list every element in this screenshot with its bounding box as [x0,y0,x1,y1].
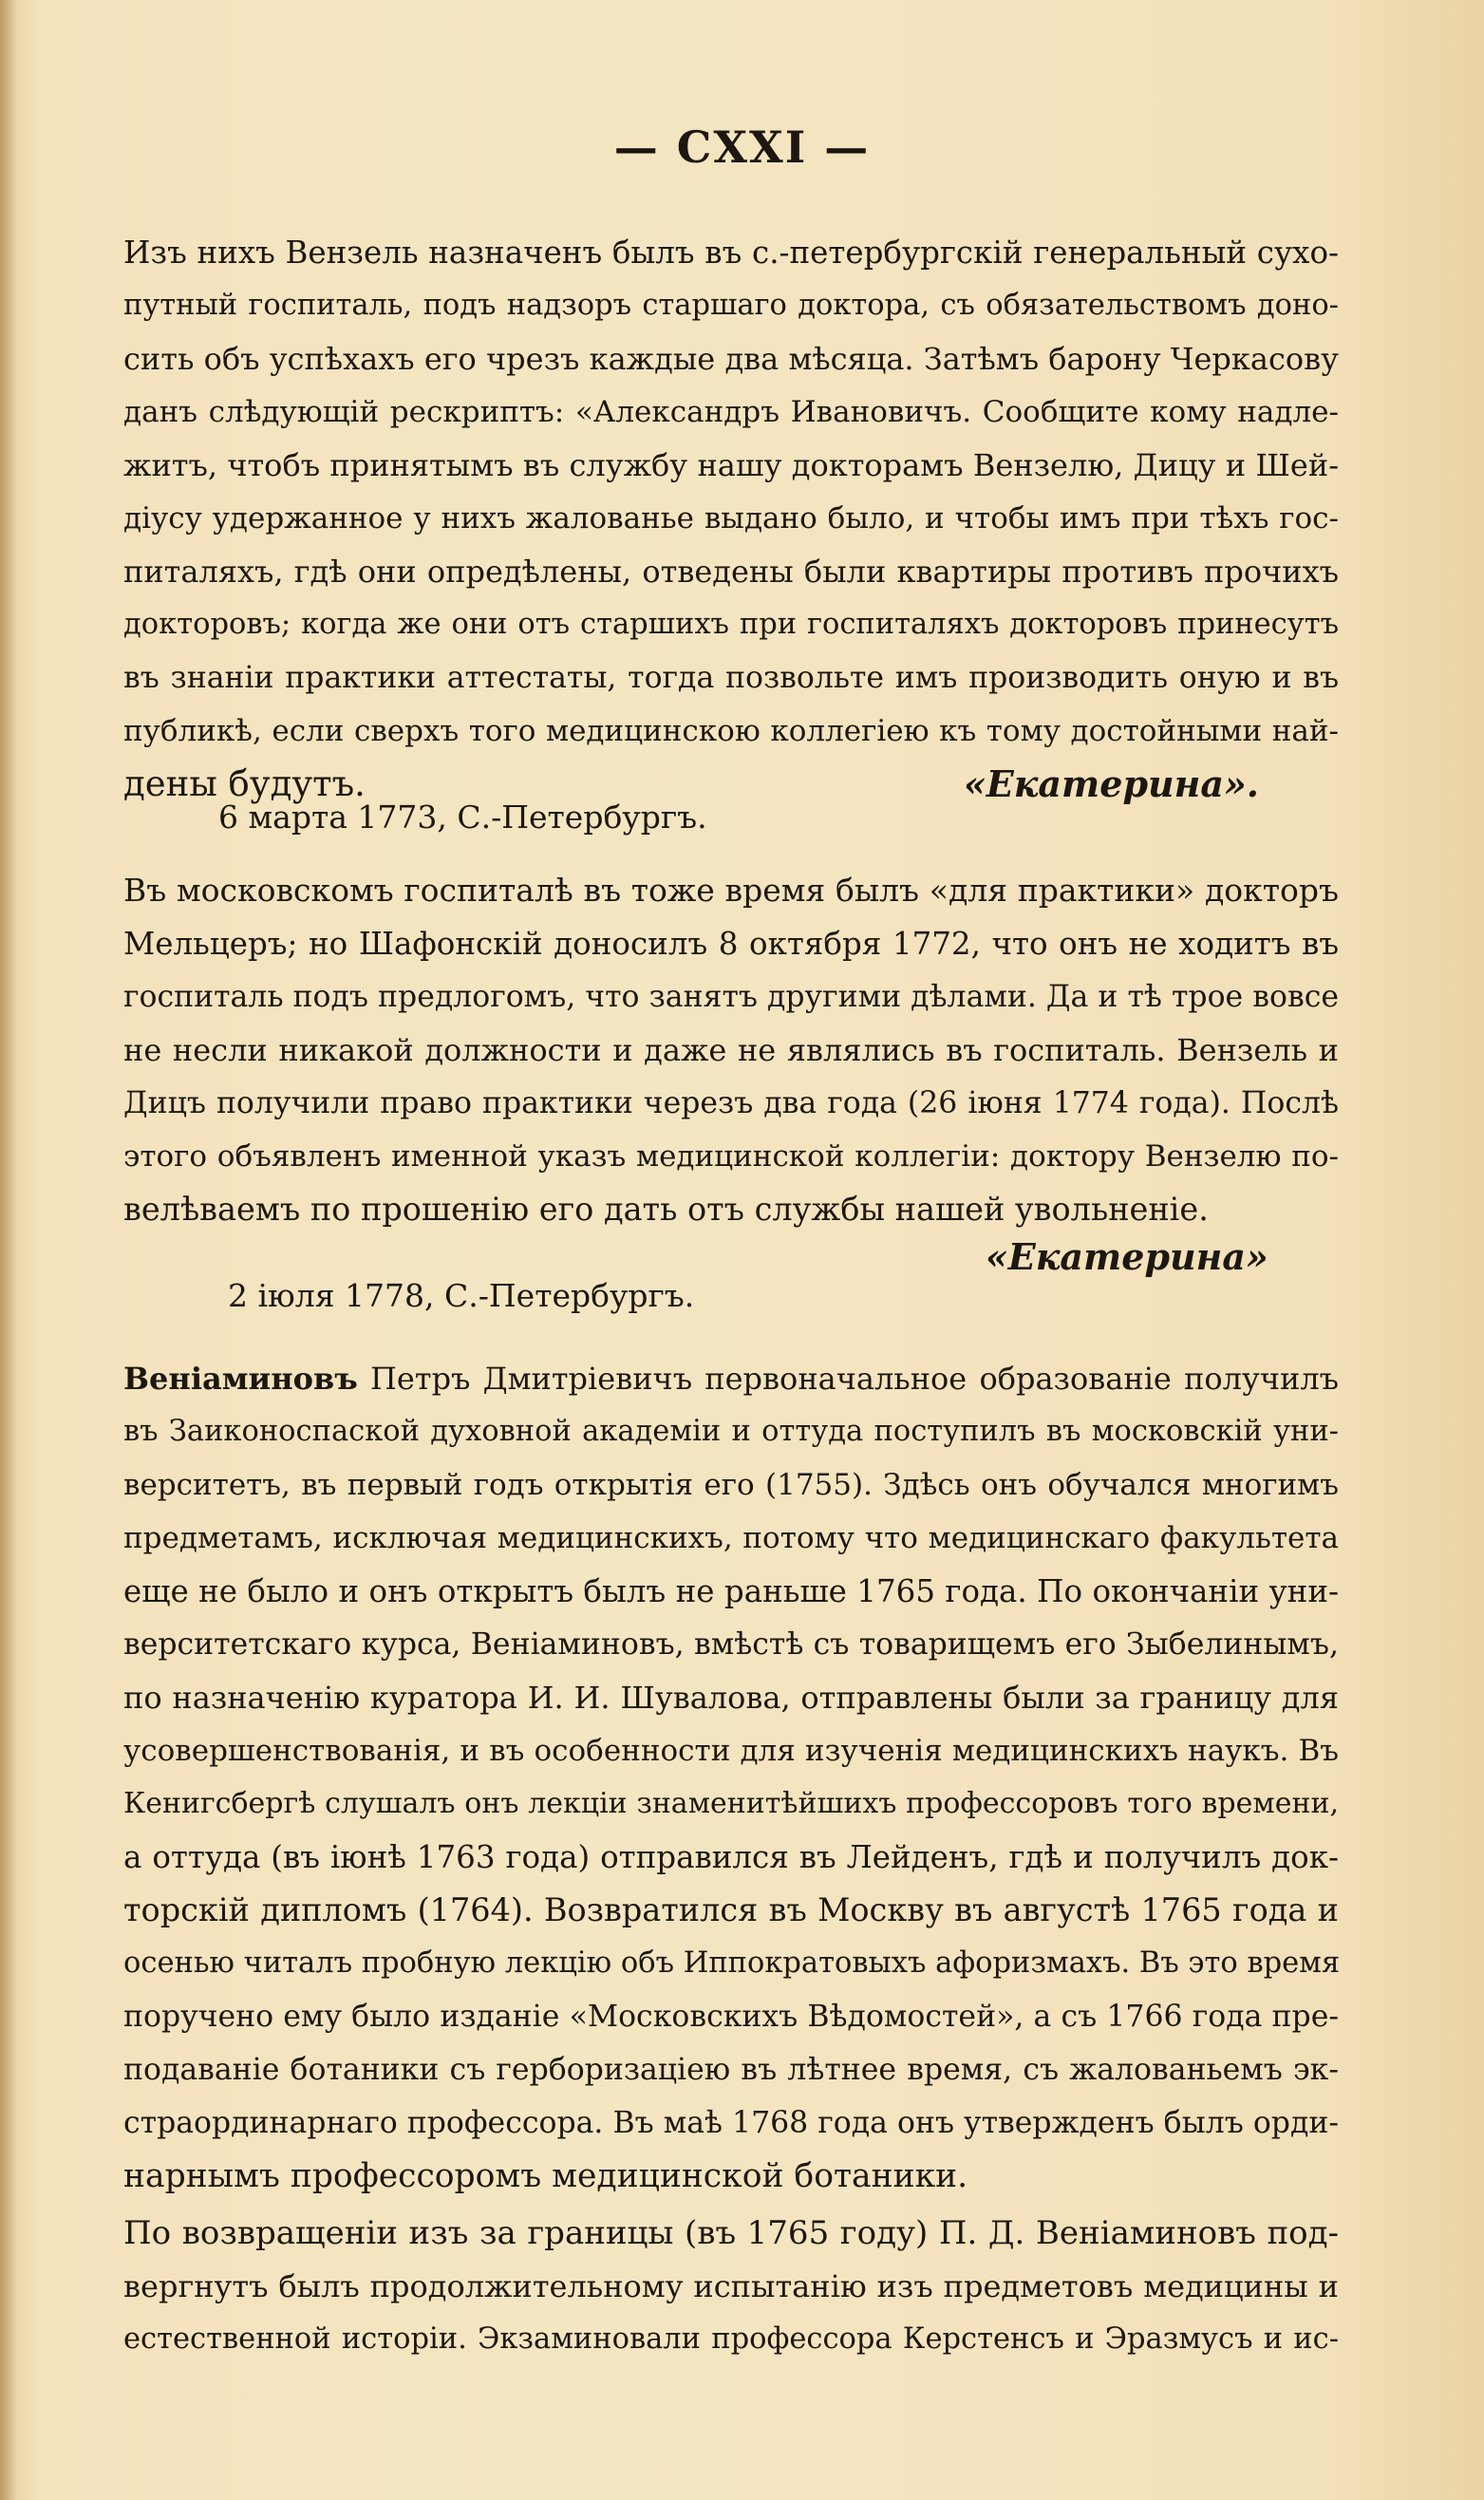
text-line: верситетъ, въ первый годъ открытія его (1755). Здѣсь онъ обучался многимъ [123,1468,1339,1502]
text-line: этого объявленъ именной указъ медицинской коллегіи: доктору Вензелю по- [123,1139,1339,1174]
text-line: верситетскаго курса, Веніаминовъ, вмѣстѣ съ товарищемъ его Зыбелинымъ, [123,1627,1339,1662]
text-line: торскій дипломъ (1764). Возвратился въ Москву въ августѣ 1765 года и [123,1891,1339,1928]
text-line: а оттуда (въ іюнѣ 1763 года) отправился въ Лейденъ, гдѣ и получилъ док- [123,1839,1339,1875]
text-line: данъ слѣдующій рескриптъ: «Александръ Ивановичъ. Сообщите кому надле- [123,395,1339,429]
text-line: усовершенствованія, и въ особенности для изученія медицинскихъ наукъ. Въ [123,1734,1339,1768]
text-line [123,1352,1339,1405]
date-line: 2 іюля 1778, С.-Петербургъ. [228,1277,695,1314]
text-line: Изъ нихъ Вензель назначенъ былъ въ с.-петербургскій генеральный сухо- [123,235,1339,271]
text-line: предметамъ, исключая медицинскихъ, потому что медицинскаго факультета [123,1521,1339,1555]
text-line: велѣваемъ по прошенію его дать отъ службы нашей увольненіе. [123,1191,1209,1228]
text-line: сить объ успѣхахъ его чрезъ каждые два мѣсяца. Затѣмъ барону Черкасову [123,341,1339,377]
text-line: По возвращеніи изъ за границы (въ 1765 году) П. Д. Веніаминовъ под- [123,2214,1339,2252]
date-line: 6 марта 1773, С.-Петербургъ. [218,799,707,836]
text-line: не несли никакой должности и даже не являлись въ госпиталь. Вензель и [123,1032,1339,1068]
text-line: осенью читалъ пробную лекцію объ Иппократовыхъ афоризмахъ. Въ это время [123,1946,1341,1980]
text-line: Кенигсбергѣ слушалъ онъ лекціи знаменитѣйшихъ профессоровъ того времени, [123,1787,1339,1820]
signature: «Екатерина» [986,1235,1268,1278]
text-line: поручено ему было изданіе «Московскихъ Вѣдомостей», а съ 1766 года пре- [123,2000,1339,2034]
text-line: страординарнаго профессора. Въ маѣ 1768 года онъ утвержденъ былъ орди- [123,2106,1339,2140]
text-line: подаваніе ботаники съ герборизаціею въ лѣтнее время, съ жалованьемъ эк- [123,2053,1339,2087]
text-line: питаляхъ, гдѣ они опредѣлены, отведены были квартиры противъ прочихъ [123,554,1339,590]
text-line: еще не было и онъ открытъ былъ не раньше 1765 года. По окончаніи уни- [123,1573,1339,1609]
text-line: Въ московскомъ госпиталѣ въ тоже время былъ «для практики» докторъ [123,872,1339,909]
text-line: нарнымъ профессоромъ медицинской ботаники. [123,2157,968,2195]
text-line: докторовъ; когда же они отъ старшихъ при госпиталяхъ докторовъ принесутъ [123,608,1339,641]
page-number: — CXXI — [613,122,871,173]
text-span: Петръ Дмитріевичъ первоначальное образованіе получилъ [370,1361,1340,1397]
text-line: въ Заиконоспаской духовной академіи и оттуда поступилъ въ московскій уни- [123,1415,1339,1448]
text-line: публикѣ, если сверхъ того медицинскою коллегіею къ тому достойными най- [123,714,1339,748]
text-line: Дицъ получили право практики черезъ два года (26 іюня 1774 года). Послѣ [123,1086,1339,1120]
text-line: вергнутъ былъ продолжительному испытанію изъ предметовъ медицины и [123,2268,1339,2304]
text-line: по назначенію куратора И. И. Шувалова, отправлены были за границу для [123,1680,1339,1716]
text-line: діусу удержанное у нихъ жалованье выдано было, и чтобы имъ при тѣхъ гос- [123,501,1339,536]
text-line: въ знаніи практики аттестаты, тогда позвольте имъ производить оную и въ [123,661,1339,695]
text-line: дены будутъ. [123,763,366,804]
biography-name: Веніаминовъ [123,1361,358,1397]
text-line: естественной исторіи. Экзаминовали профессора Керстенсъ и Эразмусъ и ис- [123,2322,1339,2356]
text-line: путный госпиталь, подъ надзоръ старшаго доктора, съ обязательствомъ доно- [123,289,1339,322]
signature: «Екатерина». [964,762,1259,805]
page-edge [0,0,17,2500]
text-line: госпиталь подъ предлогомъ, что занятъ другими дѣлами. Да и тѣ трое вовсе [123,980,1339,1014]
text-line: житъ, чтобъ принятымъ въ службу нашу докторамъ Вензелю, Дицу и Шей- [123,447,1339,483]
text-line: Мельцеръ; но Шафонскій доносилъ 8 октября 1772, что онъ не ходитъ въ [123,926,1339,962]
